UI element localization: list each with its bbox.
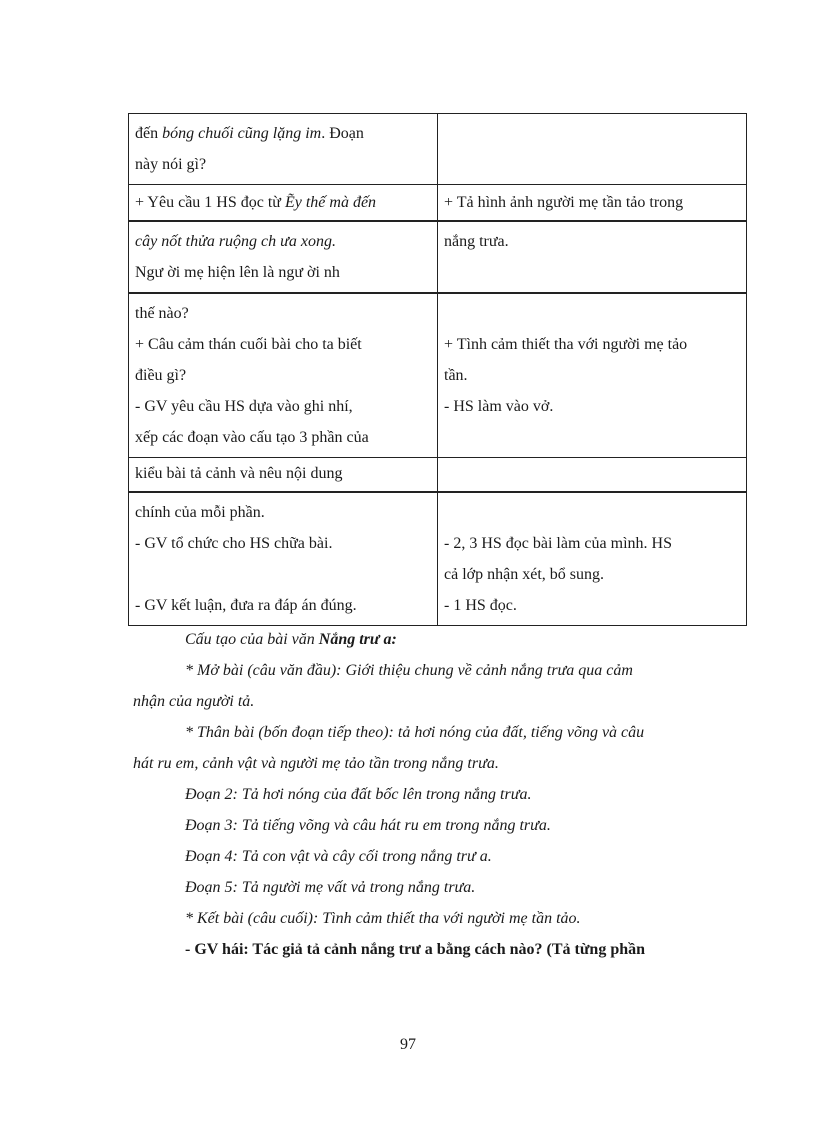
- essay-title: Nắng trư a:: [318, 631, 397, 648]
- cell-text: đến: [135, 125, 163, 142]
- than-bai-cont: hát ru em, cảnh vật và người mẹ tảo tần trong nắng trưa.: [133, 755, 499, 772]
- cell-text-italic: Ẽy thế mà đến: [284, 194, 377, 211]
- mo-bai-cont: nhận của người tả.: [133, 693, 255, 710]
- gv-question: - GV hái: Tác giả tả cảnh nắng trư a bằng cách nào? (Tả từng phần: [185, 941, 646, 958]
- cell-text: thế nào?: [135, 305, 189, 322]
- table-row: [129, 185, 747, 222]
- lesson-table: [128, 113, 747, 626]
- table-row: [129, 221, 747, 293]
- cell-text: điều gì?: [135, 367, 187, 384]
- cell-text-italic: bóng chuối cũng lặng im: [162, 125, 322, 142]
- table-cell-right: [438, 114, 747, 185]
- cell-text: chính của mỗi phần.: [135, 504, 265, 521]
- table-cell-left: [129, 185, 438, 222]
- doan-3: Đoạn 3: Tả tiếng võng và câu hát ru em trong nắng trưa.: [185, 817, 551, 834]
- table-cell-right: [438, 458, 747, 493]
- cell-text: + Câu cảm thán cuối bài cho ta biết: [135, 336, 362, 353]
- ket-bai: * Kết bài (câu cuối): Tình cảm thiết tha với người mẹ tần tảo.: [185, 910, 581, 927]
- table-row: [129, 114, 747, 185]
- page-number: 97: [400, 1036, 416, 1053]
- table-cell-left: [129, 293, 438, 458]
- essay-structure: [133, 624, 743, 965]
- table-row: [129, 492, 747, 626]
- cell-text: + Yêu cầu 1 HS đọc từ: [135, 194, 285, 211]
- cell-text: . Đoạn: [321, 125, 364, 142]
- cell-text: - GV kết luận, đưa ra đáp án đúng.: [135, 597, 357, 614]
- table-row: [129, 458, 747, 493]
- cell-text: - HS làm vào vở.: [444, 398, 554, 415]
- cell-text: + Tả hình ảnh người mẹ tần tảo trong: [444, 194, 684, 211]
- cell-text: Ngư ời mẹ hiện lên là ngư ời nh: [135, 264, 340, 281]
- table-cell-left: [129, 114, 438, 185]
- table-row: [129, 293, 747, 458]
- cell-text: kiểu bài tả cảnh và nêu nội dung: [135, 465, 343, 482]
- table-cell-right: [438, 293, 747, 458]
- table-cell-right: [438, 185, 747, 222]
- cell-text: nắng trưa.: [444, 233, 509, 250]
- cell-text: này nói gì?: [135, 156, 207, 173]
- cell-text: - 1 HS đọc.: [444, 597, 517, 614]
- table-cell-left: [129, 458, 438, 493]
- cell-text: + Tình cảm thiết tha với người mẹ tảo: [444, 336, 688, 353]
- doan-4: Đoạn 4: Tả con vật và cây cối trong nắng trư a.: [185, 848, 492, 865]
- table-cell-left: [129, 221, 438, 293]
- section-heading: Cấu tạo của bài văn Nắng trư a:: [185, 631, 397, 648]
- cell-text: xếp các đoạn vào cấu tạo 3 phần của: [135, 429, 369, 446]
- cell-text: - GV yêu cầu HS dựa vào ghi nhí,: [135, 398, 353, 415]
- table-cell-right: [438, 221, 747, 293]
- doan-2: Đoạn 2: Tả hơi nóng của đất bốc lên trong nắng trưa.: [185, 786, 532, 803]
- cell-text: cả lớp nhận xét, bổ sung.: [444, 566, 604, 583]
- cell-text: - GV tổ chức cho HS chữa bài.: [135, 535, 333, 552]
- cell-text-italic: cây nốt thửa ruộng ch ưa xong.: [135, 233, 336, 250]
- cell-text: tần.: [444, 367, 468, 384]
- mo-bai: * Mở bài (câu văn đầu): Giới thiệu chung về cảnh nắng trưa qua cảm: [185, 662, 633, 679]
- doan-5: Đoạn 5: Tả người mẹ vất vả trong nắng trưa.: [185, 879, 476, 896]
- table-cell-right: [438, 492, 747, 626]
- cell-text: - 2, 3 HS đọc bài làm của mình. HS: [444, 535, 672, 552]
- than-bai: * Thân bài (bốn đoạn tiếp theo): tả hơi nóng của đất, tiếng võng và câu: [185, 724, 645, 741]
- table-cell-left: [129, 492, 438, 626]
